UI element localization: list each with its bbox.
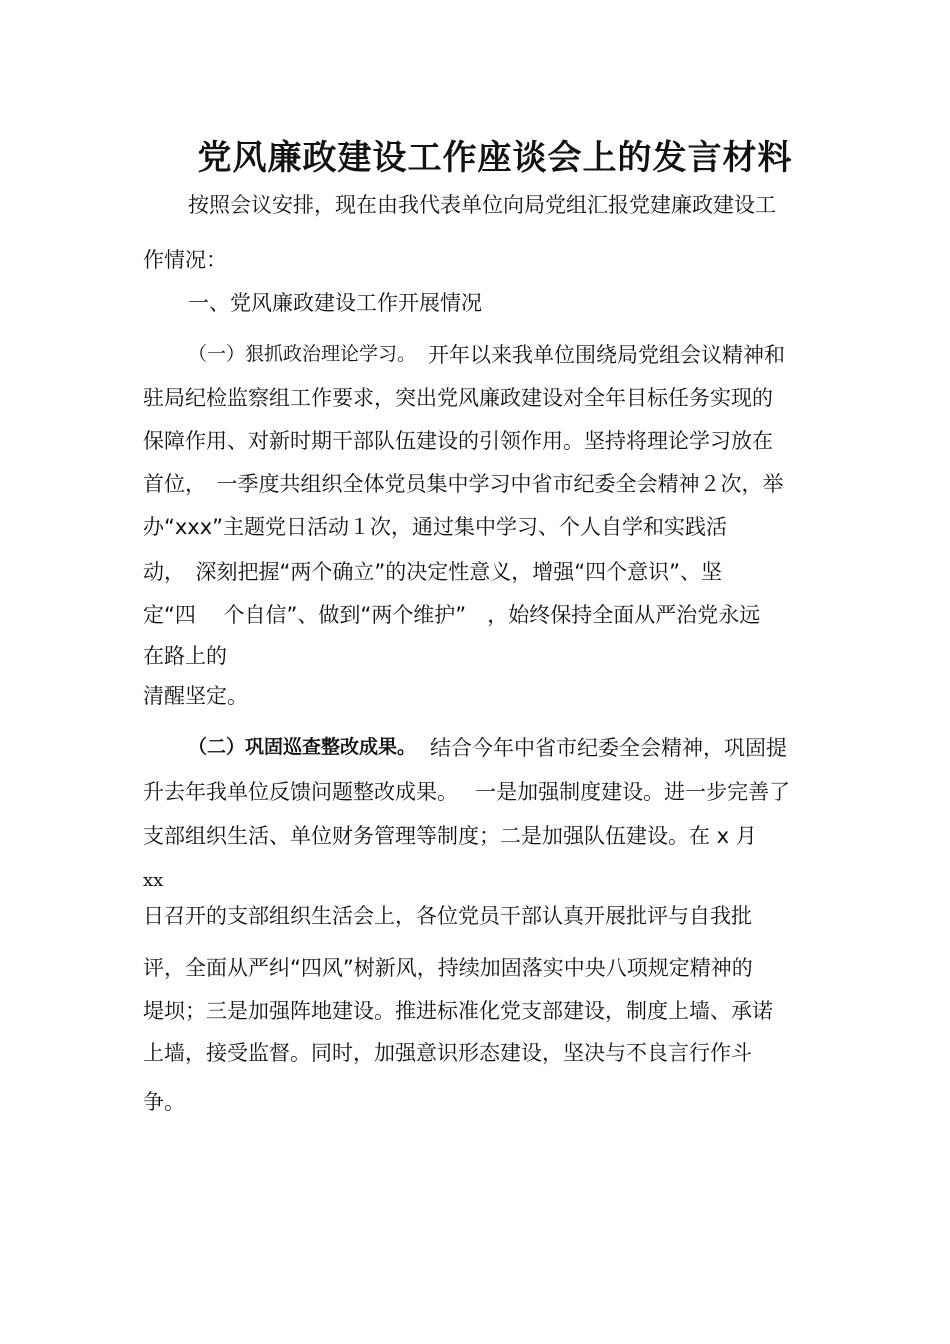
paragraph-line: 保障作用、对新时期干部队伍建设的引领作用。坚持将理论学习放在: [143, 429, 773, 453]
paragraph-line: 定“四 个自信”、做到“两个维护” ，始终保持全面从严治党永远: [143, 603, 761, 627]
subsection-heading: （一）狠抓政治理论学习。: [188, 343, 417, 365]
paragraph-line: 支部组织生活、单位财务管理等制度；二是加强队伍建设。在 x 月: [143, 824, 757, 848]
paragraph-line: 升去年我单位反馈问题整改成果。 一是加强制度建设。进一步完善了: [143, 780, 791, 804]
document-title: 党风廉政建设工作座谈会上的发言材料: [197, 138, 793, 178]
paragraph-line: 堤坝；三是加强阵地建设。推进标准化党支部建设，制度上墙、承诺: [143, 999, 773, 1023]
paragraph-line: 动， 深刻把握“两个确立”的决定性意义，增强“四个意识”、坚: [143, 560, 723, 584]
paragraph-line: 结合今年中省市纪委全会精神，巩固提: [430, 736, 787, 760]
paragraph-line: xx: [143, 870, 164, 891]
paragraph-line: 驻局纪检监察组工作要求，突出党风廉政建设对全年目标任务实现的: [143, 386, 773, 410]
paragraph-line: 在路上的: [143, 644, 227, 668]
paragraph-line: 作情况：: [143, 248, 227, 272]
paragraph-line: 争。: [143, 1090, 185, 1114]
paragraph-line: 日召开的支部组织生活会上，各位党员干部认真开展批评与自我批: [143, 904, 752, 928]
paragraph-line: 办“xxx”主题党日活动１次，通过集中学习、个人自学和实践活: [143, 515, 728, 539]
paragraph-line: 上墙，接受监督。同时，加强意识形态建设，坚决与不良言行作斗: [143, 1041, 752, 1065]
paragraph-line: 评，全面从严纠“四风”树新风，持续加固落实中央八项规定精神的: [143, 956, 753, 980]
subsection-heading: （二）巩固巡查整改成果。: [188, 736, 417, 758]
paragraph-line: 首位， 一季度共组织全体党员集中学习中省市纪委全会精神２次，举: [143, 472, 784, 496]
paragraph-line: 按照会议安排，现在由我代表单位向局党组汇报党建廉政建设工: [188, 193, 776, 217]
paragraph-line: 清醒坚定。: [143, 684, 248, 708]
paragraph-line: 开年以来我单位围绕局党组会议精神和: [428, 343, 785, 367]
section-heading: 一、党风廉政建设工作开展情况: [188, 291, 482, 315]
